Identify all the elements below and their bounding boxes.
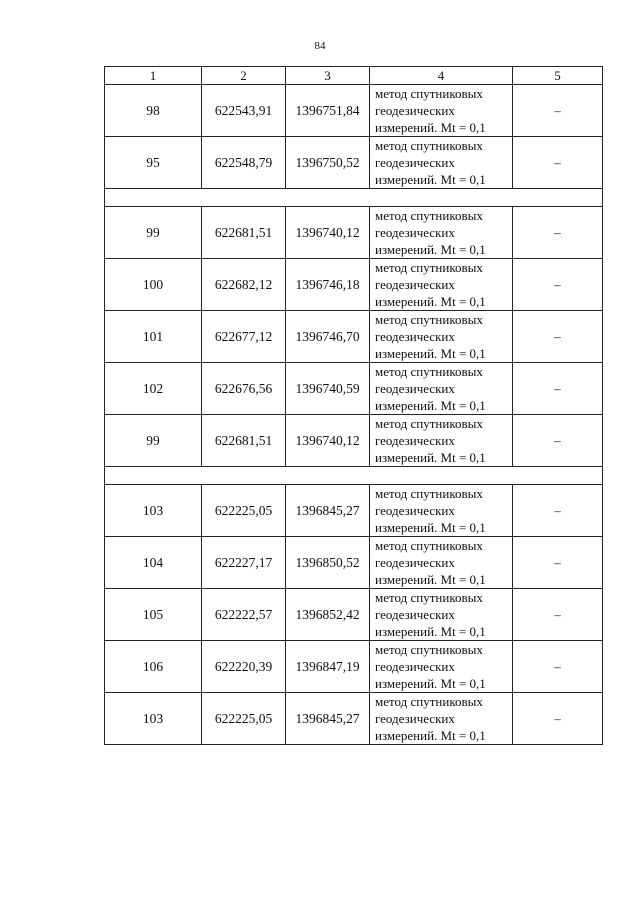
method-text-line: геодезических (375, 155, 455, 170)
y-coordinate-cell: 1396746,18 (286, 259, 370, 311)
table-row (105, 363, 603, 415)
column-5-cell (513, 363, 603, 415)
y-coordinate-cell: 1396845,27 (286, 485, 370, 537)
column-header-3: 3 (286, 67, 370, 85)
x-coordinate-cell: 622681,51 (202, 415, 286, 467)
method-cell (370, 311, 513, 363)
dash-mark: – (554, 154, 561, 170)
y-coordinate-cell: 1396847,19 (286, 641, 370, 693)
column-header-4: 4 (370, 67, 513, 85)
x-coordinate-cell: 622220,39 (202, 641, 286, 693)
column-header-5: 5 (513, 67, 603, 85)
method-text-line: геодезических (375, 433, 455, 448)
method-text-line: измерений. Mt = 0,1 (375, 572, 486, 587)
column-5-cell (513, 311, 603, 363)
table-row (105, 589, 603, 641)
table-body (105, 85, 603, 745)
dash-mark: – (554, 502, 561, 518)
method-text-line: измерений. Mt = 0,1 (375, 242, 486, 257)
table-row (105, 259, 603, 311)
method-text-line: геодезических (375, 225, 455, 240)
point-number-cell: 104 (105, 537, 202, 589)
table-row (105, 85, 603, 137)
column-5-cell (513, 259, 603, 311)
method-text-line: метод спутниковых (375, 86, 483, 101)
y-coordinate-cell: 1396740,12 (286, 415, 370, 467)
column-5-cell (513, 693, 603, 745)
method-text-line: метод спутниковых (375, 312, 483, 327)
method-cell (370, 137, 513, 189)
group-separator-cell (105, 189, 603, 207)
point-number-cell: 101 (105, 311, 202, 363)
y-coordinate-cell: 1396740,59 (286, 363, 370, 415)
column-header-2: 2 (202, 67, 286, 85)
method-text-line: геодезических (375, 711, 455, 726)
method-text-line: геодезических (375, 503, 455, 518)
method-text-line: метод спутниковых (375, 694, 483, 709)
method-text-line: метод спутниковых (375, 260, 483, 275)
point-number-cell: 99 (105, 415, 202, 467)
method-cell (370, 207, 513, 259)
column-5-cell (513, 415, 603, 467)
x-coordinate-cell: 622677,12 (202, 311, 286, 363)
method-cell (370, 415, 513, 467)
method-text-line: геодезических (375, 277, 455, 292)
point-number-cell: 95 (105, 137, 202, 189)
y-coordinate-cell: 1396845,27 (286, 693, 370, 745)
x-coordinate-cell: 622681,51 (202, 207, 286, 259)
method-text-line: измерений. Mt = 0,1 (375, 676, 486, 691)
method-cell (370, 485, 513, 537)
dash-mark: – (554, 380, 561, 396)
x-coordinate-cell: 622225,05 (202, 485, 286, 537)
method-text-line: метод спутниковых (375, 138, 483, 153)
point-number-cell: 98 (105, 85, 202, 137)
point-number-cell: 103 (105, 693, 202, 745)
column-header-1: 1 (105, 67, 202, 85)
method-text-line: измерений. Mt = 0,1 (375, 520, 486, 535)
dash-mark: – (554, 328, 561, 344)
y-coordinate-cell: 1396740,12 (286, 207, 370, 259)
method-cell (370, 85, 513, 137)
table-row (105, 537, 603, 589)
method-text-line: метод спутниковых (375, 416, 483, 431)
group-separator-row (105, 189, 603, 207)
point-number-cell: 105 (105, 589, 202, 641)
dash-mark: – (554, 102, 561, 118)
table-row (105, 415, 603, 467)
method-text-line: метод спутниковых (375, 364, 483, 379)
dash-mark: – (554, 658, 561, 674)
x-coordinate-cell: 622225,05 (202, 693, 286, 745)
page-number: 84 (314, 40, 326, 52)
method-text-line: геодезических (375, 329, 455, 344)
point-number-cell: 103 (105, 485, 202, 537)
column-5-cell (513, 537, 603, 589)
point-number-cell: 102 (105, 363, 202, 415)
method-text-line: измерений. Mt = 0,1 (375, 398, 486, 413)
dash-mark: – (554, 276, 561, 292)
method-cell (370, 537, 513, 589)
method-text-line: геодезических (375, 381, 455, 396)
coordinates-table (104, 66, 603, 745)
method-text-line: геодезических (375, 103, 455, 118)
y-coordinate-cell: 1396852,42 (286, 589, 370, 641)
y-coordinate-cell: 1396850,52 (286, 537, 370, 589)
method-cell (370, 259, 513, 311)
method-text-line: геодезических (375, 555, 455, 570)
column-5-cell (513, 589, 603, 641)
column-5-cell (513, 85, 603, 137)
x-coordinate-cell: 622548,79 (202, 137, 286, 189)
method-text-line: измерений. Mt = 0,1 (375, 120, 486, 135)
method-cell (370, 363, 513, 415)
column-5-cell (513, 207, 603, 259)
method-text-line: измерений. Mt = 0,1 (375, 294, 486, 309)
method-cell (370, 589, 513, 641)
column-5-cell (513, 137, 603, 189)
point-number-cell: 106 (105, 641, 202, 693)
group-separator-row (105, 467, 603, 485)
x-coordinate-cell: 622222,57 (202, 589, 286, 641)
y-coordinate-cell: 1396751,84 (286, 85, 370, 137)
table-row (105, 311, 603, 363)
method-text-line: метод спутниковых (375, 208, 483, 223)
table-row (105, 641, 603, 693)
method-text-line: измерений. Mt = 0,1 (375, 624, 486, 639)
x-coordinate-cell: 622682,12 (202, 259, 286, 311)
dash-mark: – (554, 432, 561, 448)
column-5-cell (513, 641, 603, 693)
method-text-line: метод спутниковых (375, 642, 483, 657)
x-coordinate-cell: 622543,91 (202, 85, 286, 137)
point-number-cell: 99 (105, 207, 202, 259)
method-text-line: метод спутниковых (375, 590, 483, 605)
y-coordinate-cell: 1396746,70 (286, 311, 370, 363)
method-text-line: метод спутниковых (375, 486, 483, 501)
group-separator-cell (105, 467, 603, 485)
x-coordinate-cell: 622676,56 (202, 363, 286, 415)
method-text-line: измерений. Mt = 0,1 (375, 728, 486, 743)
method-text-line: измерений. Mt = 0,1 (375, 450, 486, 465)
dash-mark: – (554, 710, 561, 726)
x-coordinate-cell: 622227,17 (202, 537, 286, 589)
method-text-line: измерений. Mt = 0,1 (375, 346, 486, 361)
dash-mark: – (554, 554, 561, 570)
column-5-cell (513, 485, 603, 537)
method-text-line: геодезических (375, 659, 455, 674)
method-text-line: измерений. Mt = 0,1 (375, 172, 486, 187)
dash-mark: – (554, 606, 561, 622)
table-row (105, 693, 603, 745)
table-row (105, 485, 603, 537)
table-row (105, 207, 603, 259)
method-text-line: метод спутниковых (375, 538, 483, 553)
y-coordinate-cell: 1396750,52 (286, 137, 370, 189)
method-cell (370, 693, 513, 745)
dash-mark: – (554, 224, 561, 240)
table-row (105, 137, 603, 189)
table-header-row (105, 67, 603, 85)
point-number-cell: 100 (105, 259, 202, 311)
method-text-line: геодезических (375, 607, 455, 622)
method-cell (370, 641, 513, 693)
